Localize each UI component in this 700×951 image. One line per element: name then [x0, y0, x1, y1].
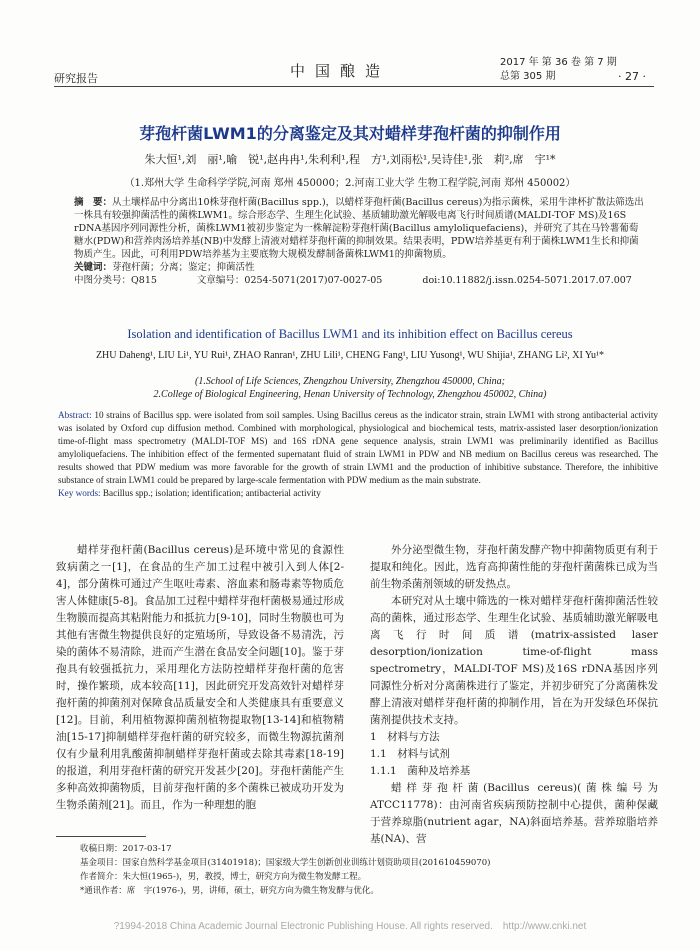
section-heading: 1.1.1 菌种及培养基	[370, 765, 471, 777]
header-divider	[54, 86, 654, 87]
issue-line-1: 2017 年 第 36 卷 第 7 期	[500, 57, 617, 68]
title-english: Isolation and identification of Bacillus LWM1 and its inhibition effect on Bacillus cereus	[127, 327, 573, 341]
issue-line-2: 总第 305 期	[500, 71, 556, 82]
abstract-en-label: Abstract:	[58, 410, 95, 420]
body-paragraph: 外分泌型微生物，芽孢杆菌发酵产物中抑菌物质更有利于提取和纯化。因此，选育高抑菌性能的芽孢杆菌菌株已成为当前生物杀菌剂领域的研发热点。	[370, 544, 658, 590]
footnote-author: 作者简介：朱大恒(1965-)，男，教授，博士，研究方向为微生物发酵工程。	[80, 872, 367, 882]
footnote-received: 收稿日期：2017-03-17	[80, 844, 172, 854]
affiliation-en-2: 2.College of Biological Engineering, Henan University of Technology, Zhengzhou 450002, China)	[153, 389, 547, 400]
authors-chinese: 朱大恒¹,刘 丽¹,喻 锐¹,赵冉冉¹,朱利利¹,程 方¹,刘雨松¹,吴诗佳¹,张 莉²,席 宇¹*	[144, 153, 556, 166]
abstract-cn-body	[74, 196, 644, 261]
abstract-cn-label: 摘 要：	[74, 197, 113, 208]
section-label: 研究报告	[54, 72, 98, 85]
footnote-funding: 基金项目：国家自然科学基金项目(31401918)；国家级大学生创新创业训练计划资助项目(201610459070)	[80, 858, 491, 868]
classification-row	[74, 274, 644, 287]
footnote-divider	[56, 836, 146, 837]
abstract-chinese	[74, 196, 644, 287]
affiliations-english	[0, 375, 700, 401]
journal-name: 中国酿造	[290, 62, 391, 80]
title-chinese: 芽孢杆菌LWM1的分离鉴定及其对蜡样芽孢杆菌的抑制作用	[139, 124, 561, 143]
keywords-en-label: Key words:	[58, 488, 103, 498]
abstract-english	[58, 409, 658, 500]
authors-english: ZHU Daheng¹, LIU Li¹, YU Rui¹, ZHAO Ranran¹, ZHU Lili¹, CHENG Fang¹, LIU Yusong¹, WU Shijia¹, ZHANG Li², XI Yu¹*	[95, 350, 605, 361]
doi-link[interactable]: doi:10.11882/j.issn.0254-5071.2017.07.007	[422, 275, 632, 286]
footnote-corresponding: *通讯作者：席 宇(1976-)，男，讲师，硕士，研究方向为微生物发酵与优化。	[80, 886, 379, 896]
section-heading: 1.1 材料与试剂	[370, 748, 450, 760]
section-heading: 1 材料与方法	[370, 731, 440, 743]
body-paragraph: 本研究对从土壤中筛选的一株对蜡样芽孢杆菌抑菌活性较高的菌株，通过形态学、生理生化试验、基质辅助激光解吸电离飞行时间质谱(matrix-assisted laser desorption/ionization time-of-flight mass spectrometry，MALDI-TOF MS)及16S rDNA基因序列同源性分析对分离菌株进行了鉴定，并初步研究了分离菌株发酵上清液对蜡样芽孢杆菌的抑制作用，旨在为开发绿色环保抗菌剂提供技术支持。	[370, 595, 658, 726]
footnotes	[80, 842, 640, 898]
keywords-cn	[74, 261, 644, 274]
body-paragraph: 蜡样芽孢杆菌(Bacillus cereus)(菌株编号为ATCC11778)：由河南省疾病预防控制中心提供，菌种保藏于营养琼脂(nutrient agar，NA)斜面培养基。营养琼脂培养基(NA)、营	[370, 782, 658, 845]
page-number: · 27 ·	[618, 70, 646, 83]
keywords-en-text: Bacillus spp.; isolation; identification; antibacterial activity	[102, 488, 321, 498]
affiliations-chinese: （1.郑州大学 生命科学学院,河南 郑州 450000；2.河南工业大学 生物工程学院,河南 郑州 450002）	[124, 178, 576, 189]
keywords-cn-label: 关键词：	[74, 262, 113, 273]
affiliation-en-1: (1.School of Life Sciences, Zhengzhou University, Zhengzhou 450000, China;	[195, 376, 505, 387]
keywords-en	[58, 487, 658, 500]
abstract-en-text: 10 strains of Bacillus spp. were isolated from soil samples. Using Bacillus cereus as the indicator strain, strain LWM1 with strong antibacterial activity was isolated by Oxford cup diffusion method. Combined with morphological, physiological and biochemical tests, matrix-assisted laser desorption/ionization time-of-flight mass spectrometry (MALDI-TOF MS) and 16S rDNA gene sequence analysis, strain LWM1 was preliminarily identified as Bacillus amyloliquefaciens. The inhibition effect of the fermented supernatant fluid of strain LWM1 in PDW and NB medium on Bacillus cereus was researched. The results showed that PDW medium was more favorable for the growth of strain LWM1 and the production of inhibitive substance. Therefore, the inhibitive substance of strain LWM1 could be prepared by large-scale fermentation with PDW medium as the main substrate.	[58, 410, 659, 485]
copyright-watermark: ?1994-2018 China Academic Journal Electronic Publishing House. All rights reserved. http://www.cnki.net	[113, 921, 587, 932]
clc-number: 中图分类号：Q815	[74, 275, 157, 286]
body-paragraph: 蜡样芽孢杆菌(Bacillus cereus)是环境中常见的食源性致病菌之一[1]，在食品的生产加工过程中被引入到人体[2-4]，部分菌株可通过产生呕吐毒素、溶血素和肠毒素等物质危害人体健康[5-8]。食品加工过程中蜡样芽孢杆菌极易通过形成生物膜而提高其粘附能力和抵抗力[9-10]，同时生物膜也可为其他有害微生物提供良好的定殖场所，导致设备不易清洗，污染的菌体不易清除，进而产生潜在食品安全问题[10]。鉴于芽孢具有较强抵抗力，采用理化方法防控蜡样芽孢杆菌的危害时，操作繁琐，成本较高[11]，因此研究开发高效针对蜡样芽孢杆菌的抑菌剂对保障食品质量安全和人类健康具有重要意义[12]。目前，利用植物源抑菌剂植物提取物[13-14]和植物精油[15-17]抑制蜡样芽孢杆菌的研究较多，而微生物源抗菌剂仅有少量利用乳酸菌抑制蜡样芽孢杆菌或去除其毒素[18-19]的报道，利用芽孢杆菌的研究开发甚少[20]。芽孢杆菌能产生多种高效抑菌物质，目前芽孢杆菌的多个菌株已被成功开发为生物杀菌剂[21]。而且，作为一种理想的胞	[56, 544, 344, 811]
document-code: 文章编号：0254-5071(2017)07-0027-05	[196, 275, 383, 286]
body-column-right	[370, 542, 658, 848]
keywords-cn-text: 芽孢杆菌；分离；鉴定；抑菌活性	[112, 262, 255, 273]
abstract-en-body	[58, 409, 658, 487]
abstract-cn-text: 从土壤样品中分离出10株芽孢杆菌(Bacillus spp.)，以蜡样芽孢杆菌(Bacillus cereus)为指示菌株，采用牛津杯扩散法筛选出一株具有较强抑菌活性的菌株LWM1。综合形态学、生理生化试验、基质辅助激光解吸电离飞行时间质谱(MALDI-TOF MS)及16S rDNA基因序列同源性分析，菌株LWM1被初步鉴定为一株解淀粉芽孢杆菌(Bacillus amyloliquefaciens)，并研究了其在马铃薯葡萄糖水(PDW)和营养肉汤培养基(NB)中发酵上清液对蜡样芽孢杆菌的抑制效果。结果表明，PDW培养基更有利于菌株LWM1生长和抑菌物质产生。因此，可利用PDW培养基为主要底物大规模发酵制备菌株LWM1的抑菌物质。	[74, 197, 644, 260]
issue-info	[500, 56, 617, 84]
body-column-left	[56, 542, 344, 814]
